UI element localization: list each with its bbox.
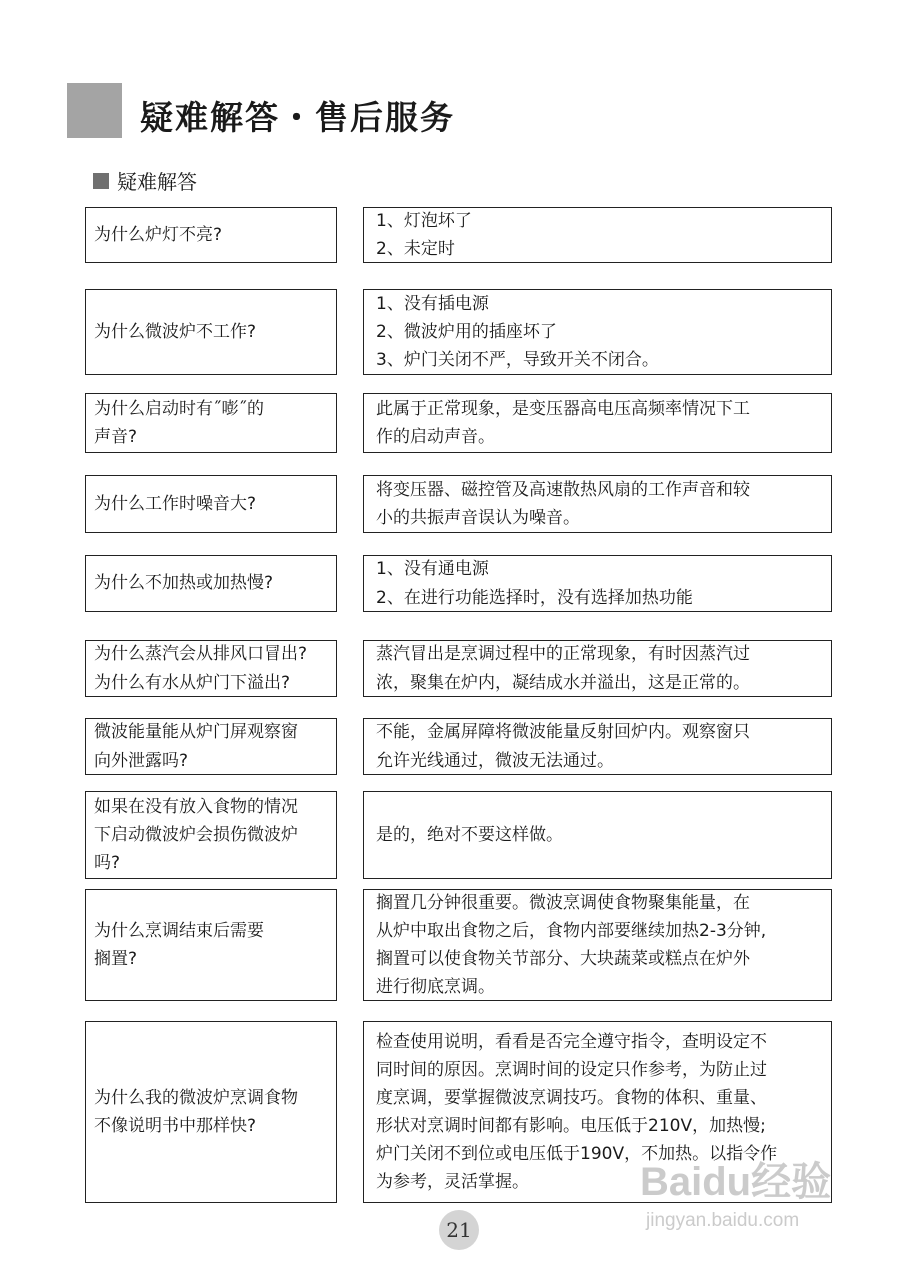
answer-line: 炉门关闭不到位或电压低于190V，不加热。以指令作 <box>376 1144 778 1165</box>
answer-line: 同时间的原因。烹调时间的设定只作参考，为防止过 <box>376 1059 767 1080</box>
answer-line: 形状对烹调时间都有影响。电压低于210V，加热慢; <box>376 1116 766 1136</box>
answer-line: 不能，金属屏障将微波能量反射回炉内。观察窗只 <box>376 722 750 743</box>
answer-line: 3、炉门关闭不严，导致开关不闭合。 <box>376 350 659 371</box>
answer-line: 此属于正常现象，是变压器高电压高频率情况下工 <box>376 398 750 419</box>
baidu-watermark <box>640 1162 831 1232</box>
faq-answer-4 <box>363 475 832 533</box>
question-line: 向外泄露吗? <box>94 750 189 771</box>
answer-line: 1、灯泡坏了 <box>376 210 472 231</box>
answer-line: 1、没有通电源 <box>376 559 489 580</box>
answer-line: 2、在进行功能选择时，没有选择加热功能 <box>376 587 693 608</box>
faq-answer-2 <box>363 289 832 375</box>
answer-line: 从炉中取出食物之后，食物内部要继续加热2-3分钟, <box>376 920 767 941</box>
answer-line: 检查使用说明，看看是否完全遵守指令，查明设定不 <box>376 1031 767 1052</box>
faq-question-2 <box>85 289 337 375</box>
page-number: 21 <box>439 1210 479 1250</box>
watermark-url: jingyan.baidu.com <box>646 1210 800 1231</box>
question-line: 如果在没有放入食物的情况 <box>94 796 298 817</box>
answer-line: 是的，绝对不要这样做。 <box>376 824 563 845</box>
question-line: 为什么启动时有˝嘭˝的 <box>94 398 264 419</box>
question-line: 搁置? <box>94 949 138 969</box>
answer-line: 蒸汽冒出是烹调过程中的正常现象，有时因蒸汽过 <box>376 644 750 665</box>
faq-question-6 <box>85 640 337 697</box>
answer-line: 小的共振声音误认为噪音。 <box>376 508 580 528</box>
answer-line: 搁置可以使食物关节部分、大块蔬菜或糕点在炉外 <box>376 949 750 969</box>
section-square-icon <box>93 173 109 189</box>
faq-answer-9 <box>363 889 832 1001</box>
answer-line: 浓，聚集在炉内，凝结成水并溢出，这是正常的。 <box>376 672 750 693</box>
faq-question-7 <box>85 718 337 775</box>
question-line: 吗? <box>94 853 121 874</box>
answer-line: 2、微波炉用的插座坏了 <box>376 321 557 342</box>
answer-line: 度烹调，要掌握微波烹调技巧。食物的体积、重量、 <box>376 1087 767 1108</box>
question-line: 为什么微波炉不工作? <box>94 321 257 342</box>
watermark-logo: Baidu经验 <box>640 1160 832 1204</box>
faq-question-5 <box>85 555 337 612</box>
question-line: 为什么炉灯不亮? <box>94 224 223 245</box>
answer-line: 将变压器、磁控管及高速散热风扇的工作声音和较 <box>376 479 750 500</box>
answer-line: 1、没有插电源 <box>376 293 489 314</box>
answer-line: 允许光线通过，微波无法通过。 <box>376 750 614 771</box>
faq-question-1 <box>85 207 337 263</box>
question-line: 为什么我的微波炉烹调食物 <box>94 1087 298 1108</box>
faq-question-3 <box>85 393 337 453</box>
question-line: 微波能量能从炉门屏观察窗 <box>94 722 298 743</box>
question-line: 为什么不加热或加热慢? <box>94 573 274 594</box>
question-line: 声音? <box>94 427 138 447</box>
faq-question-10 <box>85 1021 337 1203</box>
question-line: 为什么烹调结束后需要 <box>94 920 264 941</box>
section-title: 疑难解答 <box>117 170 197 194</box>
faq-answer-8 <box>363 791 832 879</box>
question-line: 下启动微波炉会损伤微波炉 <box>94 824 298 845</box>
section-heading <box>93 166 197 195</box>
faq-question-9 <box>85 889 337 1001</box>
question-line: 为什么蒸汽会从排风口冒出? <box>94 644 308 665</box>
answer-line: 搁置几分钟很重要。微波烹调使食物聚集能量，在 <box>376 892 750 913</box>
header-gray-block <box>67 83 122 138</box>
faq-answer-5 <box>363 555 832 612</box>
faq-answer-1 <box>363 207 832 263</box>
page-title: 疑难解答・售后服务 <box>140 98 455 137</box>
answer-line: 进行彻底烹调。 <box>376 977 495 998</box>
faq-question-8 <box>85 791 337 879</box>
faq-answer-6 <box>363 640 832 697</box>
question-line: 为什么工作时噪音大? <box>94 493 257 514</box>
answer-line: 2、未定时 <box>376 239 455 259</box>
question-line: 为什么有水从炉门下溢出? <box>94 672 291 693</box>
question-line: 不像说明书中那样快? <box>94 1116 257 1136</box>
faq-answer-7 <box>363 718 832 775</box>
faq-question-4 <box>85 475 337 533</box>
faq-answer-3 <box>363 393 832 453</box>
answer-line: 作的启动声音。 <box>376 427 495 447</box>
answer-line: 为参考，灵活掌握。 <box>376 1172 529 1193</box>
